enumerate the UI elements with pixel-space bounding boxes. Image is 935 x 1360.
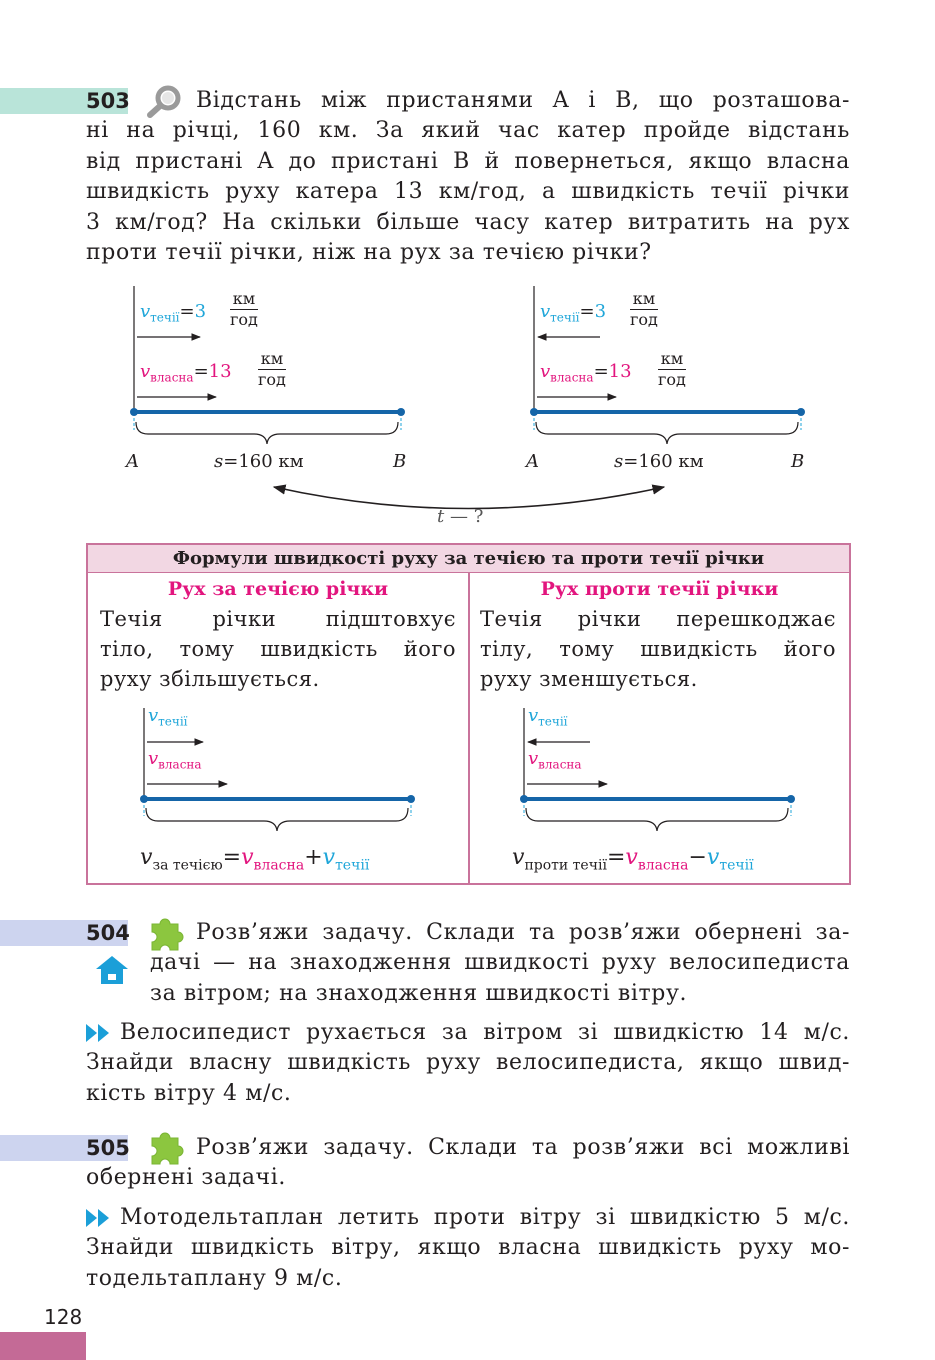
task-504-text: Розв’яжи задачу. Склади та розв’яжи обернені за- дачі — на знаходження швидкості руху велосипедиста за вітром; на знаходження швидкості вітру. — [150, 920, 850, 1006]
unit-fraction-4: км год — [658, 349, 686, 389]
upstream-heading: Рух проти течії річки — [540, 578, 779, 600]
point-a-right: A — [526, 451, 539, 472]
task-503-line-2: ні на річці, 160 км. За який час катер пройде відстань — [86, 118, 850, 144]
point-b-right: B — [791, 451, 805, 472]
point-a-left: A — [126, 451, 139, 472]
unit-fraction-1: км год — [230, 289, 258, 329]
task-503-line-6: проти течії річки, ніж на рух за течією річки? — [86, 240, 652, 266]
task-504-number: 504 — [86, 921, 130, 945]
task-503-line-5: 3 км/год? На скільки більше часу катер витратить на рух — [86, 209, 850, 235]
task-505-number: 505 — [86, 1136, 130, 1160]
downstream-heading: Рух за течією річки — [167, 578, 389, 600]
downstream-formula: $v_{за течією}=v_{власна}+v_{течії}$ — [140, 845, 370, 874]
task-503-line-3: від пристані A до пристані B й повернеться, якщо власна — [86, 148, 850, 174]
task-503-line-4: швидкість руху катера 13 км/год, а швидкість течії річки — [86, 179, 850, 205]
label-v-own-right: $v_{власна}=13$ — [540, 361, 632, 385]
task-503-line-1: Відстань між пристанями A і B, що розташова- — [196, 88, 850, 113]
label-v-current-right: $v_{течії}=3$ — [540, 301, 607, 325]
label-v-own-left: $v_{власна}=13$ — [140, 361, 232, 385]
task-504-subtext: Велосипедист рухається за вітром зі швидкістю 14 м/с. Знайди власну швидкість руху велосипедиста, якщо швид- кість вітру 4 м/с. — [86, 1020, 850, 1106]
formula-diagrams — [0, 700, 935, 860]
label-v-current-left: $v_{течії}=3$ — [140, 301, 207, 325]
task-505-subtext: Мотодельтаплан летить проти вітру зі швидкістю 5 м/с. Знайди швидкість вітру, якщо власна швидкість руху мо- тодельтаплану 9 м/с. — [86, 1205, 850, 1291]
upstream-formula: $v_{проти течії}=v_{власна}-v_{течії}$ — [512, 845, 754, 874]
mini-v-own-right: $v_{власна}$ — [528, 748, 582, 772]
downstream-text: Течія річки підштовхує тіло, тому швидкість його руху збільшується. — [100, 607, 456, 691]
formula-box-title: Формули швидкості руху за течією та проти течії річки — [88, 545, 849, 573]
unit-fraction-3: км год — [630, 289, 658, 329]
mini-v-current-right: $v_{течії}$ — [528, 705, 568, 729]
distance-left: s=160 км — [214, 451, 304, 472]
page-number: 128 — [44, 1305, 83, 1329]
point-b-left: B — [393, 451, 407, 472]
time-question: t — ? — [437, 506, 484, 527]
task-505-text: Розв’яжи задачу. Склади та розв’яжи всі можливі обернені задачі. — [86, 1135, 850, 1191]
task-503-text — [86, 86, 850, 268]
footer-band — [0, 1332, 86, 1360]
upstream-text: Течія річки перешкоджає тілу, тому швидкість його руху зменшується. — [480, 607, 836, 691]
mini-v-own-left: $v_{власна}$ — [148, 748, 202, 772]
unit-fraction-2: км год — [258, 349, 286, 389]
distance-right: s=160 км — [614, 451, 704, 472]
mini-v-current-left: $v_{течії}$ — [148, 705, 188, 729]
task-503-number: 503 — [86, 89, 130, 113]
